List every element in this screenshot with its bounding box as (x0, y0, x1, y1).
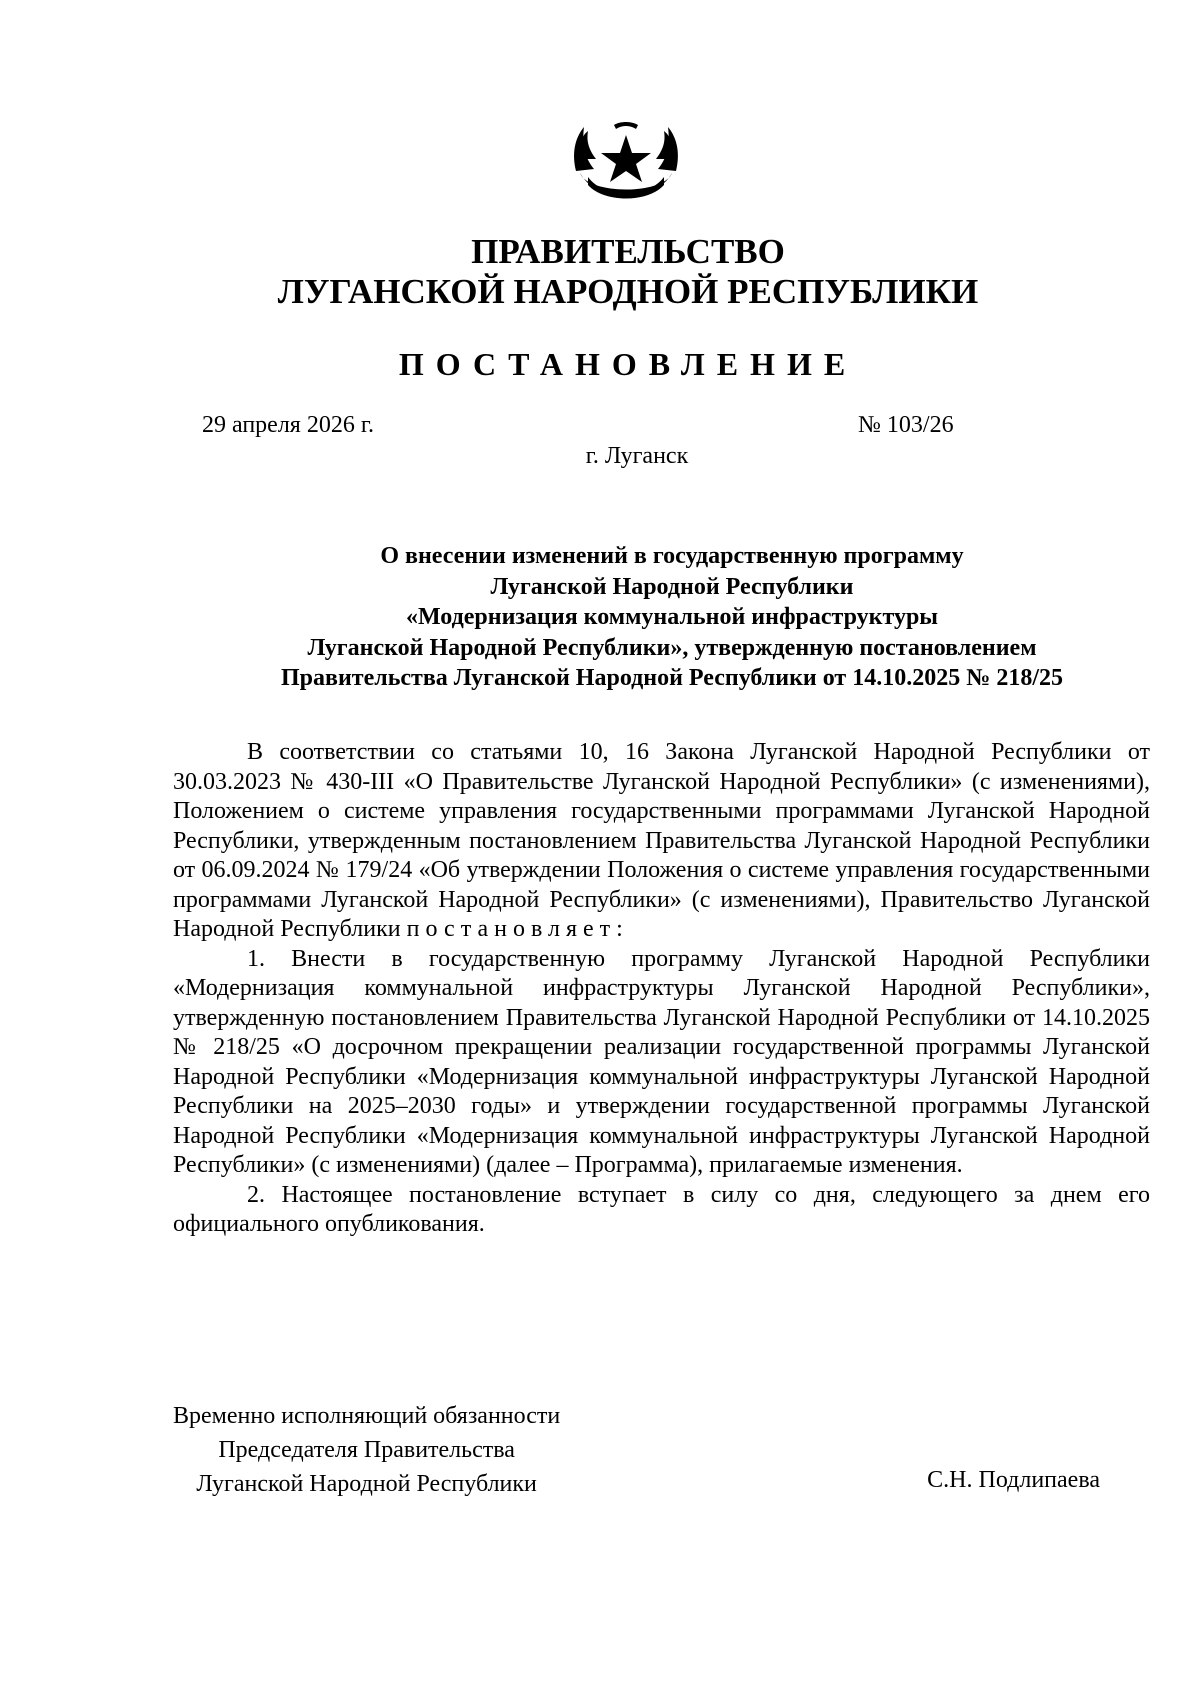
signatory-position-line1: Временно исполняющий обязанности (173, 1403, 561, 1429)
signatory-position-line2: Председателя Правительства (218, 1437, 515, 1463)
signatory-position (173, 1399, 560, 1501)
signatory-position-line3: Луганской Народной Республики (196, 1471, 537, 1497)
heading-line: «Модернизация коммунальной инфраструктуры (405, 604, 939, 630)
government-title-line2: ЛУГАНСКОЙ НАРОДНОЙ РЕСПУБЛИКИ (277, 272, 979, 311)
document-number: № 103/26 (858, 412, 954, 438)
body-paragraph-1-text: В соответствии со статьями 10, 16 Закона Луганской Народной Республики от 30.03.2023 № 430-III «О Правительстве Луганской Народной Республики» (с изменениями), Положением о системе управления государственными программами Луганской Народной Республики, утвержденным постановлением Правительства Луганской Народной Республики от 06.09.2024 № 179/24 «Об утверждении Положения о системе управления государственными программами Луганской Народной Республики» (с изменениями), Правительство Луганской Народной Республики (173, 739, 1150, 942)
body-paragraph-3: 2. Настоящее постановление вступает в силу со дня, следующего за днем его официального опубликования. (173, 1181, 1150, 1237)
body-paragraph-2: 1. Внести в государственную программу Луганской Народной Республики «Модернизация коммунальной инфраструктуры Луганской Народной Республики», утвержденную постановлением Правительства Луганской Народной Республики от 14.10.2025 № 218/25 «О досрочном прекращении реализации государственной программы Луганской Народной Республики «Модернизация коммунальной инфраструктуры Луганской Народной Республики на 2025–2030 годы» и утверждении государственной программы Луганской Народной Республики «Модернизация коммунальной инфраструктуры Луганской Народной Республики» (с изменениями) (далее – Программа), прилагаемые изменения. (173, 945, 1150, 1178)
government-title (0, 232, 1200, 312)
document-heading (172, 541, 1172, 694)
heading-line: Луганской Народной Республики», утвержденную постановлением (307, 634, 1037, 661)
heading-line: О внесении изменений в государственную программу (380, 543, 964, 569)
document-body (173, 738, 1150, 1240)
decree-keyword: постановляет: (406, 916, 629, 942)
heading-line: Луганской Народной Республики (490, 573, 854, 600)
document-city: г. Луганск (585, 443, 689, 469)
document-type: ПОСТАНОВЛЕНИЕ (398, 346, 858, 382)
body-paragraph-1 (173, 738, 1150, 945)
coat-of-arms-icon (568, 115, 684, 205)
signatory-name: С.Н. Подлипаева (927, 1467, 1100, 1493)
government-title-line1: ПРАВИТЕЛЬСТВО (471, 232, 785, 271)
heading-line: Правительства Луганской Народной Республики от 14.10.2025 № 218/25 (281, 665, 1063, 691)
document-date: 29 апреля 2026 г. (202, 412, 374, 438)
